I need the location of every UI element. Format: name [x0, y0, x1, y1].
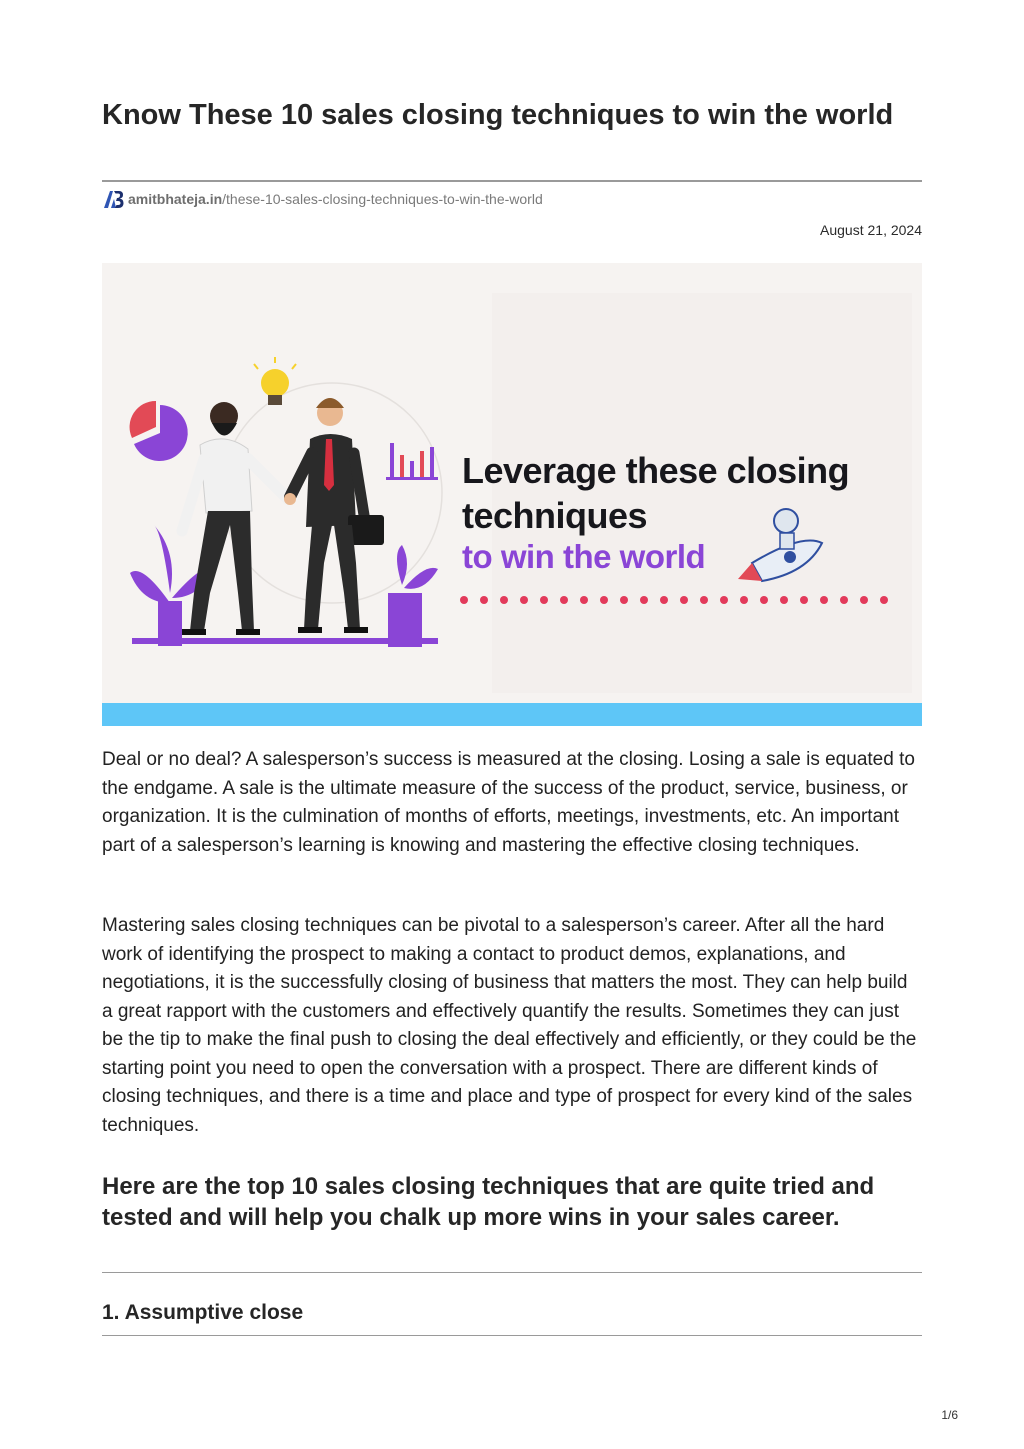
person-left-icon	[182, 402, 288, 635]
section-heading-1: 1. Assumptive close	[102, 1301, 304, 1324]
page-number: 1/6	[941, 1408, 958, 1422]
intro-paragraph: Deal or no deal? A salesperson’s success is measured at the closing. Losing a sale is equated to the endgame. A sale is the ultimate measure of the success of the product, service, business, or organization. It is the culmination of months of efforts, meetings, investments, etc. An important part of a salesperson’s learning is knowing and mastering the effective closing techniques.	[102, 749, 915, 856]
body-paragraph: Mastering sales closing techniques can be pivotal to a salesperson’s career. After all the hard work of identifying the prospect to making a contact to product demos, explanations, and negotiations, it is the successfully closing of business that matters the most. They can help build a great rapport with the customers and effectively quantify the results. Sometimes they can just be the tip to make the final push to closing the deal effectively and efficiently, or they could be the starting point you need to open the conversation with a prospect. There are different kinds of closing techniques, and there is a time and place and type of prospect for every kind of the sales techniques.	[102, 915, 917, 1136]
hero-headline-line2: techniques	[462, 495, 648, 536]
site-logo-icon	[102, 188, 124, 210]
plant-right-icon	[388, 545, 438, 647]
title-divider	[102, 180, 922, 182]
bar-chart-icon	[386, 443, 438, 480]
subheading-divider	[102, 1272, 922, 1273]
source-link[interactable]	[128, 191, 543, 207]
publish-date: August 21, 2024	[820, 222, 922, 238]
hero-bottom-bar	[102, 703, 922, 726]
source-domain: amitbhateja.in	[128, 191, 223, 207]
pie-chart-icon	[130, 401, 188, 461]
page-title: Know These 10 sales closing techniques to win the world	[102, 99, 894, 131]
source-path: /these-10-sales-closing-techniques-to-win-the-world	[222, 191, 543, 207]
hero-headline-line3: to win the world	[462, 538, 706, 575]
hero-headline-line1: Leverage these closing	[462, 450, 850, 491]
ground-line	[132, 638, 438, 644]
hero-image	[102, 263, 922, 726]
handshake-icon	[284, 493, 296, 505]
person-right-icon	[290, 398, 384, 633]
source-line	[102, 188, 543, 210]
section-divider	[102, 1335, 922, 1336]
lightbulb-icon	[254, 357, 296, 405]
section-subheading: Here are the top 10 sales closing techniques that are quite tried and tested and will help you chalk up more wins in your sales career.	[102, 1173, 875, 1231]
